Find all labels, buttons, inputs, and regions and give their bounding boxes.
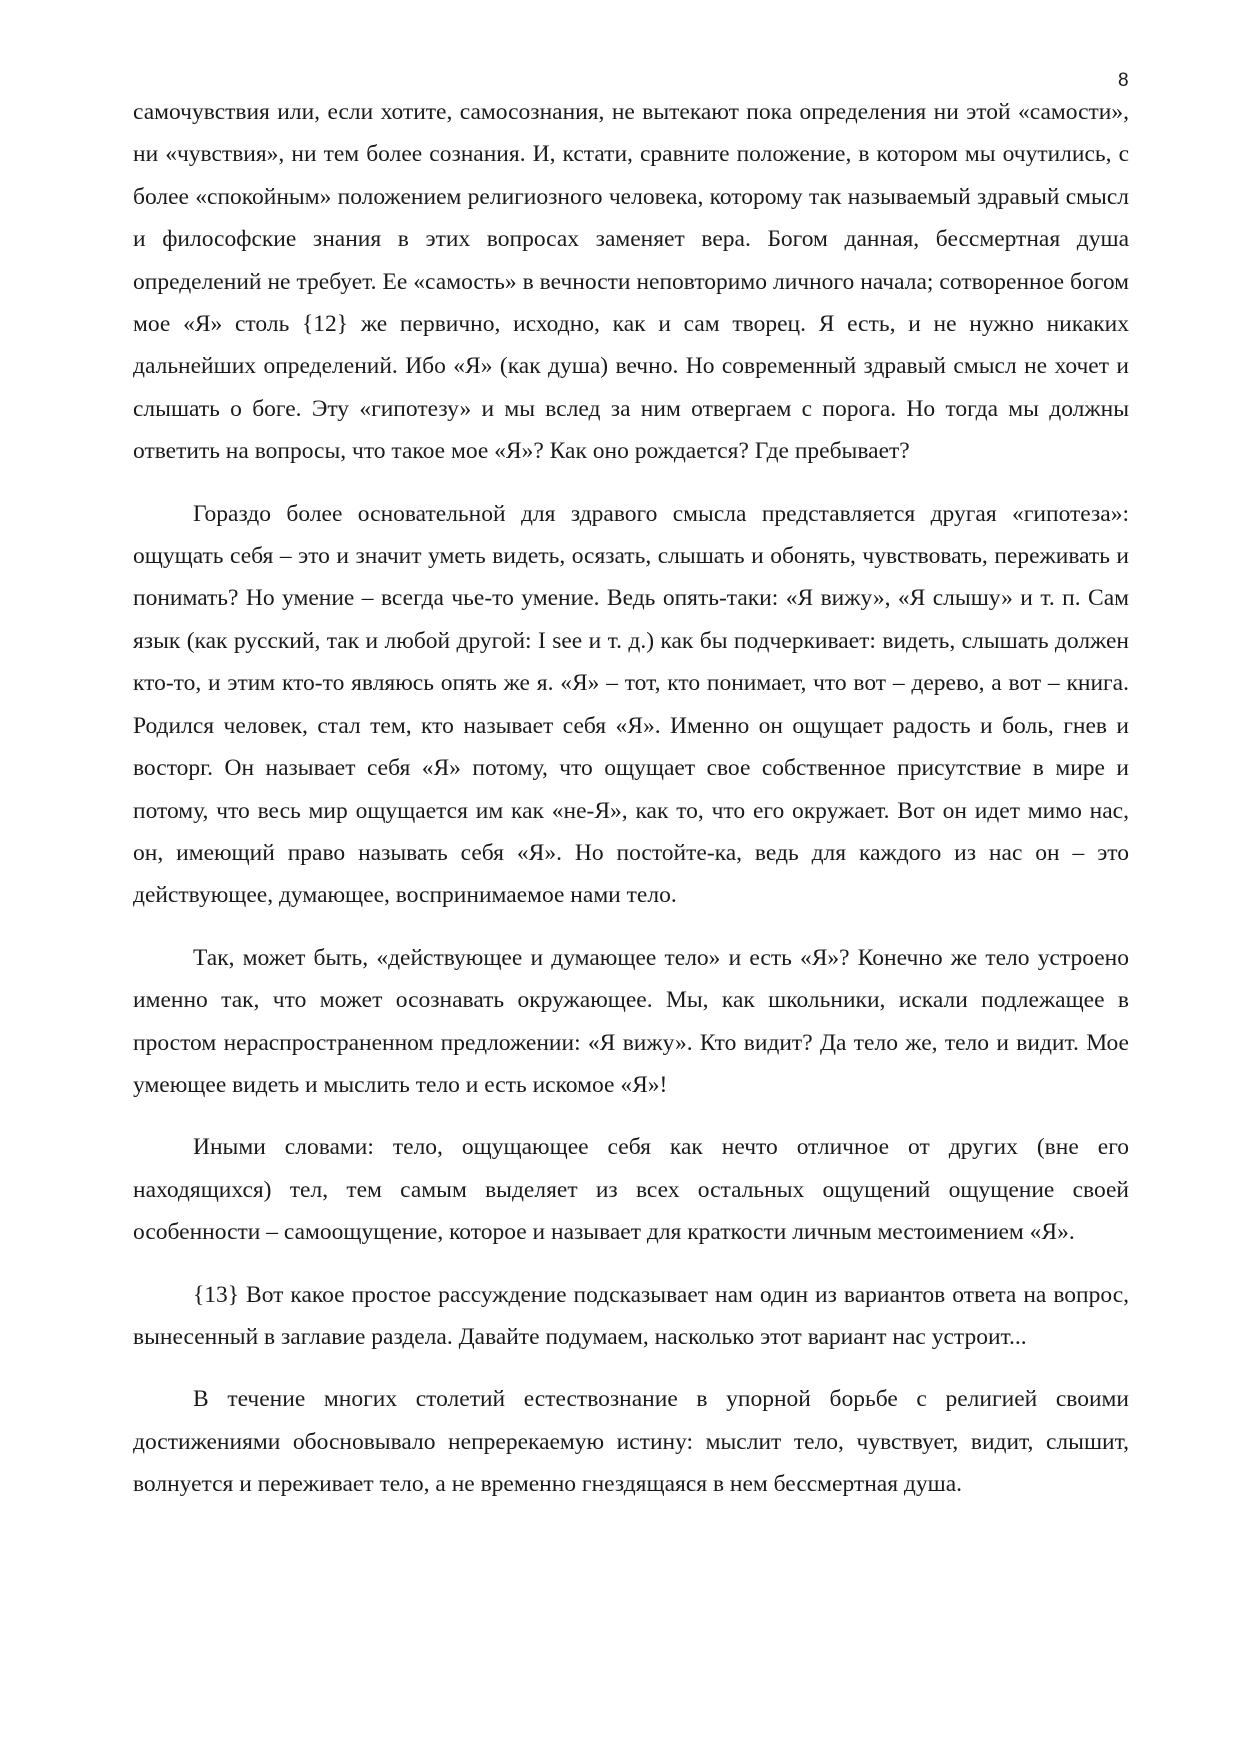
paragraph-6: В течение многих столетий естествознание в упорной борьбе с религией своими достижениями обосновывало непререкаемую истину: мыслит тело, чувствует, видит, слышит, волнуется и переживает тело, а не временно гнездящаяся в нем бессмертная душа.	[133, 1386, 1129, 1498]
paragraph-1: самочувствия или, если хотите, самосознания, не вытекают пока определения ни этой «самости», ни «чувствия», ни тем более сознания. И, кстати, сравните положение, в котором мы очутились, с более «спокойным» положением религиозного человека, которому так называемый здравый смысл и философские знания в этих вопросах заменяет вера. Богом данная, бессмертная душа определений не требует. Ее «самость» в вечности неповторимо личного начала; сотворенное богом мое «Я» столь {12} же первично, исходно, как и сам творец. Я есть, и не нужно никаких дальнейших определений. Ибо «Я» (как душа) вечно. Но современный здравый смысл не хочет и слышать о боге. Эту «гипотезу» и мы вслед за ним отвергаем с порога. Но тогда мы должны ответить на вопросы, что такое мое «Я»? Как оно рождается? Где пребывает?	[133, 99, 1129, 465]
paragraph-3: Так, может быть, «действующее и думающее тело» и есть «Я»? Конечно же тело устроено именно так, что может осознавать окружающее. Мы, как школьники, искали подлежащее в простом нераспространенном предложении: «Я вижу». Кто видит? Да тело же, тело и видит. Мое умеющее видеть и мыслить тело и есть искомое «Я»!	[133, 944, 1129, 1098]
paragraph-gap	[133, 1254, 1129, 1274]
paragraph-2: Гораздо более основательной для здравого смысла представляется другая «гипотеза»: ощущать себя – это и значит уметь видеть, осязать, слышать и обонять, чувствовать, переживать и понимать? Но умение – всегда чье-то умение. Ведь опять-таки: «Я вижу», «Я слышу» и т. п. Сам язык (как русский, так и любой другой: I see и т. д.) как бы подчеркивает: видеть, слышать должен кто-то, и этим кто-то являюсь опять же я. «Я» – тот, кто понимает, что вот – дерево, а вот – книга. Родился человек, стал тем, кто называет себя «Я». Именно он ощущает радость и боль, гнев и восторг. Он называет себя «Я» потому, что ощущает свое собственное присутствие в мире и потому, что весь мир ощущается им как «не-Я», как то, что его окружает. Вот он идет мимо нас, он, имеющий право называть себя «Я». Но постойте-ка, ведь для каждого из нас он – это действующее, думающее, воспринимаемое нами тело.	[133, 500, 1129, 909]
paragraph-gap	[133, 917, 1129, 937]
paragraph-gap	[133, 1106, 1129, 1126]
paragraph-5: {13} Вот какое простое рассуждение подсказывает нам один из вариантов ответа на вопрос, вынесенный в заглавие раздела. Давайте подумаем, насколько этот вариант нас устроит...	[133, 1281, 1129, 1350]
paragraph-4: Иными словами: тело, ощущающее себя как нечто отличное от других (вне его находящихся) тел, тем самым выделяет из всех остальных ощущений ощущение своей особенности – самоощущение, которое и называет для краткости личным местоимением «Я».	[133, 1134, 1129, 1246]
body-text	[133, 91, 1129, 1506]
paragraph-gap	[133, 473, 1129, 493]
paragraph-gap	[133, 1358, 1129, 1378]
page-number: 8	[1118, 70, 1129, 91]
